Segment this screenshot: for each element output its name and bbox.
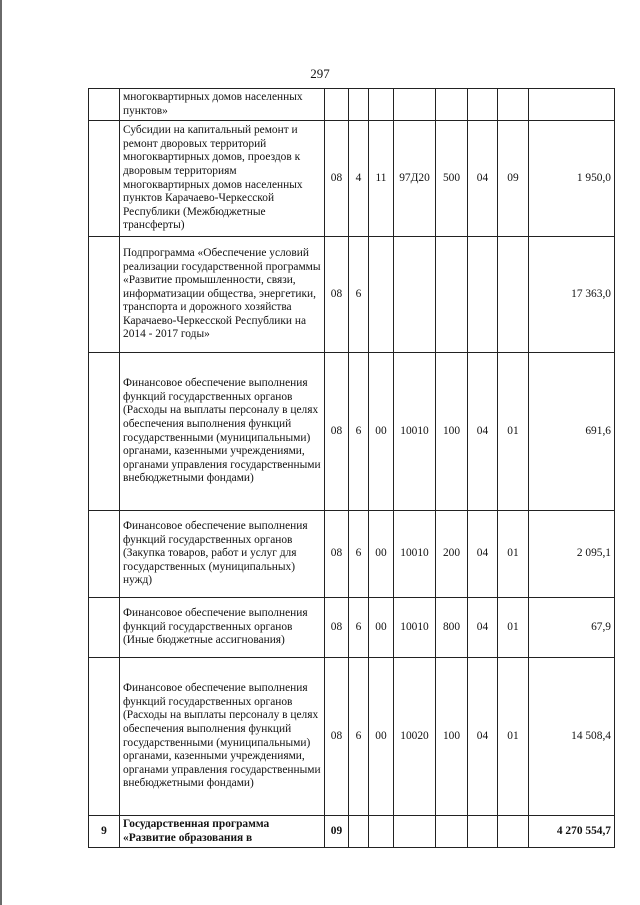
table-row <box>89 598 615 658</box>
cell-expense-name: Финансовое обеспечение выполнения функций государственных органов (Закупка товаров, работ и услуг для государственных (муниципальных) нужд) <box>120 511 325 598</box>
cell-expense-name: Подпрограмма «Обеспечение условий реализации государственной программы «Развитие промышленности, связи, информатизации общества, энергетики, транспорта и дорожного хозяйства Карачаево-Черкесской Республики на 2014 - 2017 годы» <box>120 237 325 353</box>
cell-expense-type-code: 500 <box>436 121 468 237</box>
table-row <box>89 816 615 848</box>
cell-direction-code <box>394 89 436 121</box>
cell-expense-type-code: 200 <box>436 511 468 598</box>
cell-direction-code: 10010 <box>394 353 436 511</box>
cell-row-number <box>89 658 120 816</box>
cell-direction-code <box>394 237 436 353</box>
cell-row-number: 9 <box>89 816 120 848</box>
cell-expense-type-code <box>436 816 468 848</box>
cell-subsection-code <box>498 237 529 353</box>
cell-expense-type-code <box>436 237 468 353</box>
cell-amount: 17 363,0 <box>529 237 615 353</box>
cell-program-code: 6 <box>349 511 369 598</box>
cell-amount: 2 095,1 <box>529 511 615 598</box>
cell-program-code: 6 <box>349 598 369 658</box>
cell-direction-code: 10020 <box>394 658 436 816</box>
cell-row-number <box>89 598 120 658</box>
cell-subsection-code: 09 <box>498 121 529 237</box>
cell-row-number <box>89 353 120 511</box>
table-row <box>89 658 615 816</box>
cell-expense-type-code: 800 <box>436 598 468 658</box>
cell-direction-code <box>394 816 436 848</box>
cell-program-code: 6 <box>349 658 369 816</box>
budget-table <box>88 88 615 848</box>
cell-subprogram-code: 00 <box>369 511 394 598</box>
cell-direction-code: 97Д20 <box>394 121 436 237</box>
cell-program-code: 6 <box>349 353 369 511</box>
cell-subsection-code <box>498 89 529 121</box>
cell-ministry-code: 08 <box>325 353 349 511</box>
cell-subsection-code <box>498 816 529 848</box>
cell-subprogram-code: 00 <box>369 353 394 511</box>
cell-program-code <box>349 89 369 121</box>
cell-amount: 4 270 554,7 <box>529 816 615 848</box>
table-row <box>89 89 615 121</box>
cell-expense-name: Финансовое обеспечение выполнения функций государственных органов (Иные бюджетные ассигнования) <box>120 598 325 658</box>
cell-row-number <box>89 237 120 353</box>
cell-program-code: 6 <box>349 237 369 353</box>
table-row <box>89 237 615 353</box>
cell-amount: 14 508,4 <box>529 658 615 816</box>
cell-row-number <box>89 89 120 121</box>
cell-section-code: 04 <box>468 121 498 237</box>
cell-section-code <box>468 237 498 353</box>
cell-ministry-code: 08 <box>325 121 349 237</box>
cell-section-code <box>468 89 498 121</box>
cell-amount <box>529 89 615 121</box>
cell-ministry-code: 08 <box>325 237 349 353</box>
cell-expense-type-code: 100 <box>436 353 468 511</box>
table-row <box>89 511 615 598</box>
cell-ministry-code: 09 <box>325 816 349 848</box>
cell-expense-name: Субсидии на капитальный ремонт и ремонт дворовых территорий многоквартирных домов, проездов к дворовым территориям многоквартирных домов населенных пунктов Карачаево-Черкесской Республики (Межбюджетные трансферты) <box>120 121 325 237</box>
cell-amount: 1 950,0 <box>529 121 615 237</box>
cell-ministry-code: 08 <box>325 658 349 816</box>
cell-program-code: 4 <box>349 121 369 237</box>
cell-subsection-code: 01 <box>498 511 529 598</box>
cell-ministry-code: 08 <box>325 511 349 598</box>
cell-subsection-code: 01 <box>498 598 529 658</box>
scan-edge <box>0 0 2 905</box>
cell-ministry-code: 08 <box>325 598 349 658</box>
cell-row-number <box>89 511 120 598</box>
cell-subsection-code: 01 <box>498 658 529 816</box>
cell-section-code <box>468 816 498 848</box>
cell-section-code: 04 <box>468 353 498 511</box>
cell-section-code: 04 <box>468 658 498 816</box>
cell-expense-name: Финансовое обеспечение выполнения функций государственных органов (Расходы на выплаты персоналу в целях обеспечения выполнения функций государственными (муниципальными) органами, казенными учреждениями, органами управления государственными внебюджетными фондами) <box>120 353 325 511</box>
cell-section-code: 04 <box>468 598 498 658</box>
table-row <box>89 353 615 511</box>
cell-amount: 691,6 <box>529 353 615 511</box>
cell-expense-name: Финансовое обеспечение выполнения функций государственных органов (Расходы на выплаты персоналу в целях обеспечения выполнения функций государственными (муниципальными) органами, казенными учреждениями, органами управления государственными внебюджетными фондами) <box>120 658 325 816</box>
cell-subprogram-code: 11 <box>369 121 394 237</box>
cell-amount: 67,9 <box>529 598 615 658</box>
cell-direction-code: 10010 <box>394 598 436 658</box>
page-number: 297 <box>310 66 330 81</box>
cell-subprogram-code <box>369 89 394 121</box>
cell-expense-type-code <box>436 89 468 121</box>
cell-expense-type-code: 100 <box>436 658 468 816</box>
cell-expense-name: Государственная программа «Развитие образования в <box>120 816 325 848</box>
cell-subprogram-code <box>369 237 394 353</box>
cell-ministry-code <box>325 89 349 121</box>
cell-subprogram-code: 00 <box>369 598 394 658</box>
cell-direction-code: 10010 <box>394 511 436 598</box>
table-row <box>89 121 615 237</box>
cell-subprogram-code: 00 <box>369 658 394 816</box>
cell-expense-name: многоквартирных домов населенных пунктов» <box>120 89 325 121</box>
cell-subsection-code: 01 <box>498 353 529 511</box>
cell-subprogram-code <box>369 816 394 848</box>
cell-section-code: 04 <box>468 511 498 598</box>
cell-program-code <box>349 816 369 848</box>
cell-row-number <box>89 121 120 237</box>
